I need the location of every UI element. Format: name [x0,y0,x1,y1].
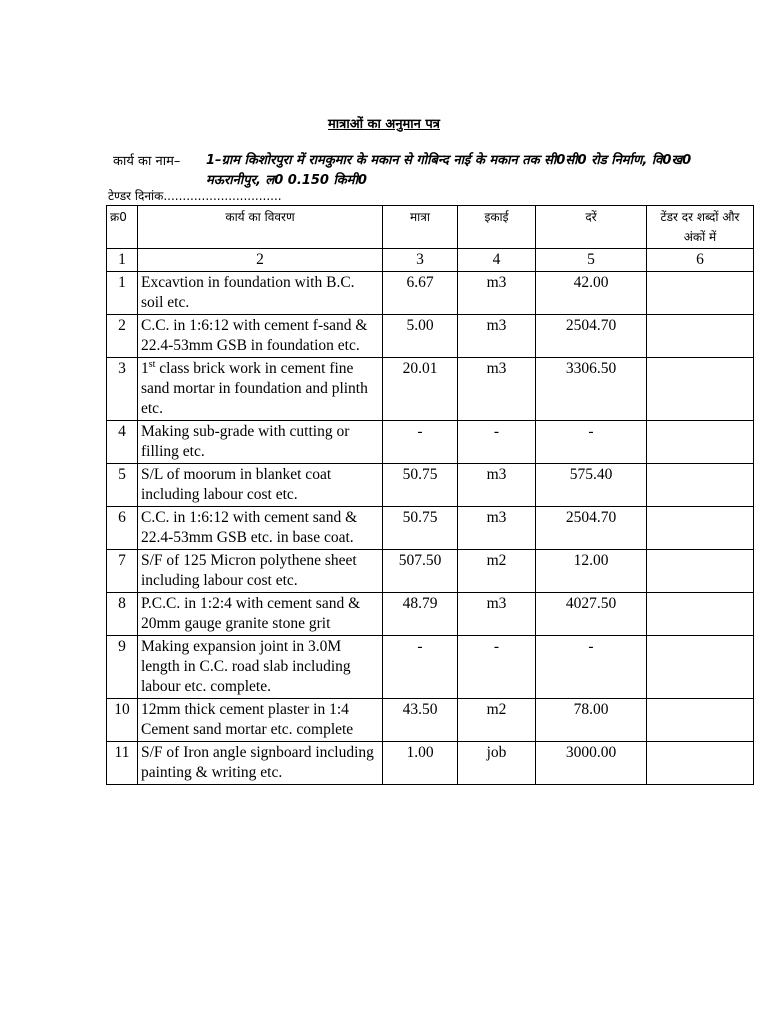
row-tender-rate[interactable] [647,421,754,464]
row-description-text: class brick work in cement fine sand mortar in foundation and plinth etc. [141,360,368,417]
row-tender-rate[interactable] [647,742,754,785]
row-tender-rate[interactable] [647,464,754,507]
row-description: P.C.C. in 1:2:4 with cement sand & 20mm gauge granite stone grit [138,593,383,636]
row-serial: 5 [107,464,138,507]
row-unit: m3 [458,358,536,421]
row-serial: 10 [107,699,138,742]
estimate-table [106,205,754,785]
table-row [107,742,754,785]
row-description: C.C. in 1:6:12 with cement sand & 22.4-53mm GSB etc. in base coat. [138,507,383,550]
row-quantity: 6.67 [383,272,458,315]
row-serial: 4 [107,421,138,464]
row-tender-rate[interactable] [647,272,754,315]
header-unit: इकाई [458,206,536,249]
row-rate: - [536,636,647,699]
header-quantity: मात्रा [383,206,458,249]
row-quantity: 50.75 [383,464,458,507]
row-tender-rate[interactable] [647,550,754,593]
row-description: Making expansion joint in 3.0M length in C.C. road slab including labour etc. complete. [138,636,383,699]
row-unit: m3 [458,464,536,507]
table-row [107,272,754,315]
row-quantity: 5.00 [383,315,458,358]
table-row [107,358,754,421]
row-unit: - [458,421,536,464]
row-unit: m3 [458,315,536,358]
column-number: 4 [458,249,536,272]
column-number: 5 [536,249,647,272]
header-tender-rate: टेंडर दर शब्दों और अंकों में [647,206,754,249]
header-description: कार्य का विवरण [138,206,383,249]
row-description: C.C. in 1:6:12 with cement f-sand & 22.4-53mm GSB in foundation etc. [138,315,383,358]
row-unit: - [458,636,536,699]
row-description: Excavtion in foundation with B.C. soil etc. [138,272,383,315]
row-quantity: 20.01 [383,358,458,421]
ordinal-number: 1 [141,360,149,377]
header-serial: क्र0 [107,206,138,249]
table-row [107,421,754,464]
row-unit: job [458,742,536,785]
row-description [138,358,383,421]
row-quantity: 1.00 [383,742,458,785]
row-tender-rate[interactable] [647,358,754,421]
table-row [107,593,754,636]
row-description: S/L of moorum in blanket coat including labour cost etc. [138,464,383,507]
row-unit: m2 [458,550,536,593]
table-header-row [107,206,754,249]
row-unit: m2 [458,699,536,742]
column-number: 2 [138,249,383,272]
row-tender-rate[interactable] [647,315,754,358]
row-tender-rate[interactable] [647,593,754,636]
row-serial: 7 [107,550,138,593]
row-quantity: 50.75 [383,507,458,550]
row-serial: 9 [107,636,138,699]
column-number: 3 [383,249,458,272]
row-unit: m3 [458,593,536,636]
table-row [107,550,754,593]
table-row [107,507,754,550]
header-rate: दरें [536,206,647,249]
work-name-value: 1–ग्राम किशोरपुरा में रामकुमार के मकान से गोबिन्द नाई के मकान तक सी0सी0 रोड निर्माण, वि0ख0 मऊरानीपुर, ल0 0.150 किमी0 [206,153,692,188]
table-row [107,636,754,699]
row-rate: 4027.50 [536,593,647,636]
row-rate: 42.00 [536,272,647,315]
row-quantity: 43.50 [383,699,458,742]
row-description: Making sub-grade with cutting or filling etc. [138,421,383,464]
row-quantity: 48.79 [383,593,458,636]
row-rate: - [536,421,647,464]
row-quantity: - [383,636,458,699]
ordinal-suffix: st [148,358,156,370]
row-rate: 3306.50 [536,358,647,421]
table-row [107,315,754,358]
row-rate: 78.00 [536,699,647,742]
row-rate: 3000.00 [536,742,647,785]
row-serial: 1 [107,272,138,315]
column-number: 1 [107,249,138,272]
row-rate: 575.40 [536,464,647,507]
row-serial: 3 [107,358,138,421]
row-description: S/F of 125 Micron polythene sheet including labour cost etc. [138,550,383,593]
row-unit: m3 [458,507,536,550]
table-row [107,699,754,742]
tender-date-label: टेण्डर दिनांक............................... [108,189,282,203]
column-number-row [107,249,754,272]
row-serial: 11 [107,742,138,785]
row-tender-rate[interactable] [647,699,754,742]
row-serial: 8 [107,593,138,636]
document-title: मात्राओं का अनुमान पत्र [328,117,440,132]
row-description: S/F of Iron angle signboard including painting & writing etc. [138,742,383,785]
row-tender-rate[interactable] [647,636,754,699]
row-serial: 2 [107,315,138,358]
row-rate: 12.00 [536,550,647,593]
row-rate: 2504.70 [536,315,647,358]
column-number: 6 [647,249,754,272]
work-name-label: कार्य का नाम– [113,154,181,169]
row-quantity: - [383,421,458,464]
row-serial: 6 [107,507,138,550]
row-quantity: 507.50 [383,550,458,593]
table-row [107,464,754,507]
row-tender-rate[interactable] [647,507,754,550]
row-description: 12mm thick cement plaster in 1:4 Cement sand mortar etc. complete [138,699,383,742]
row-rate: 2504.70 [536,507,647,550]
row-unit: m3 [458,272,536,315]
